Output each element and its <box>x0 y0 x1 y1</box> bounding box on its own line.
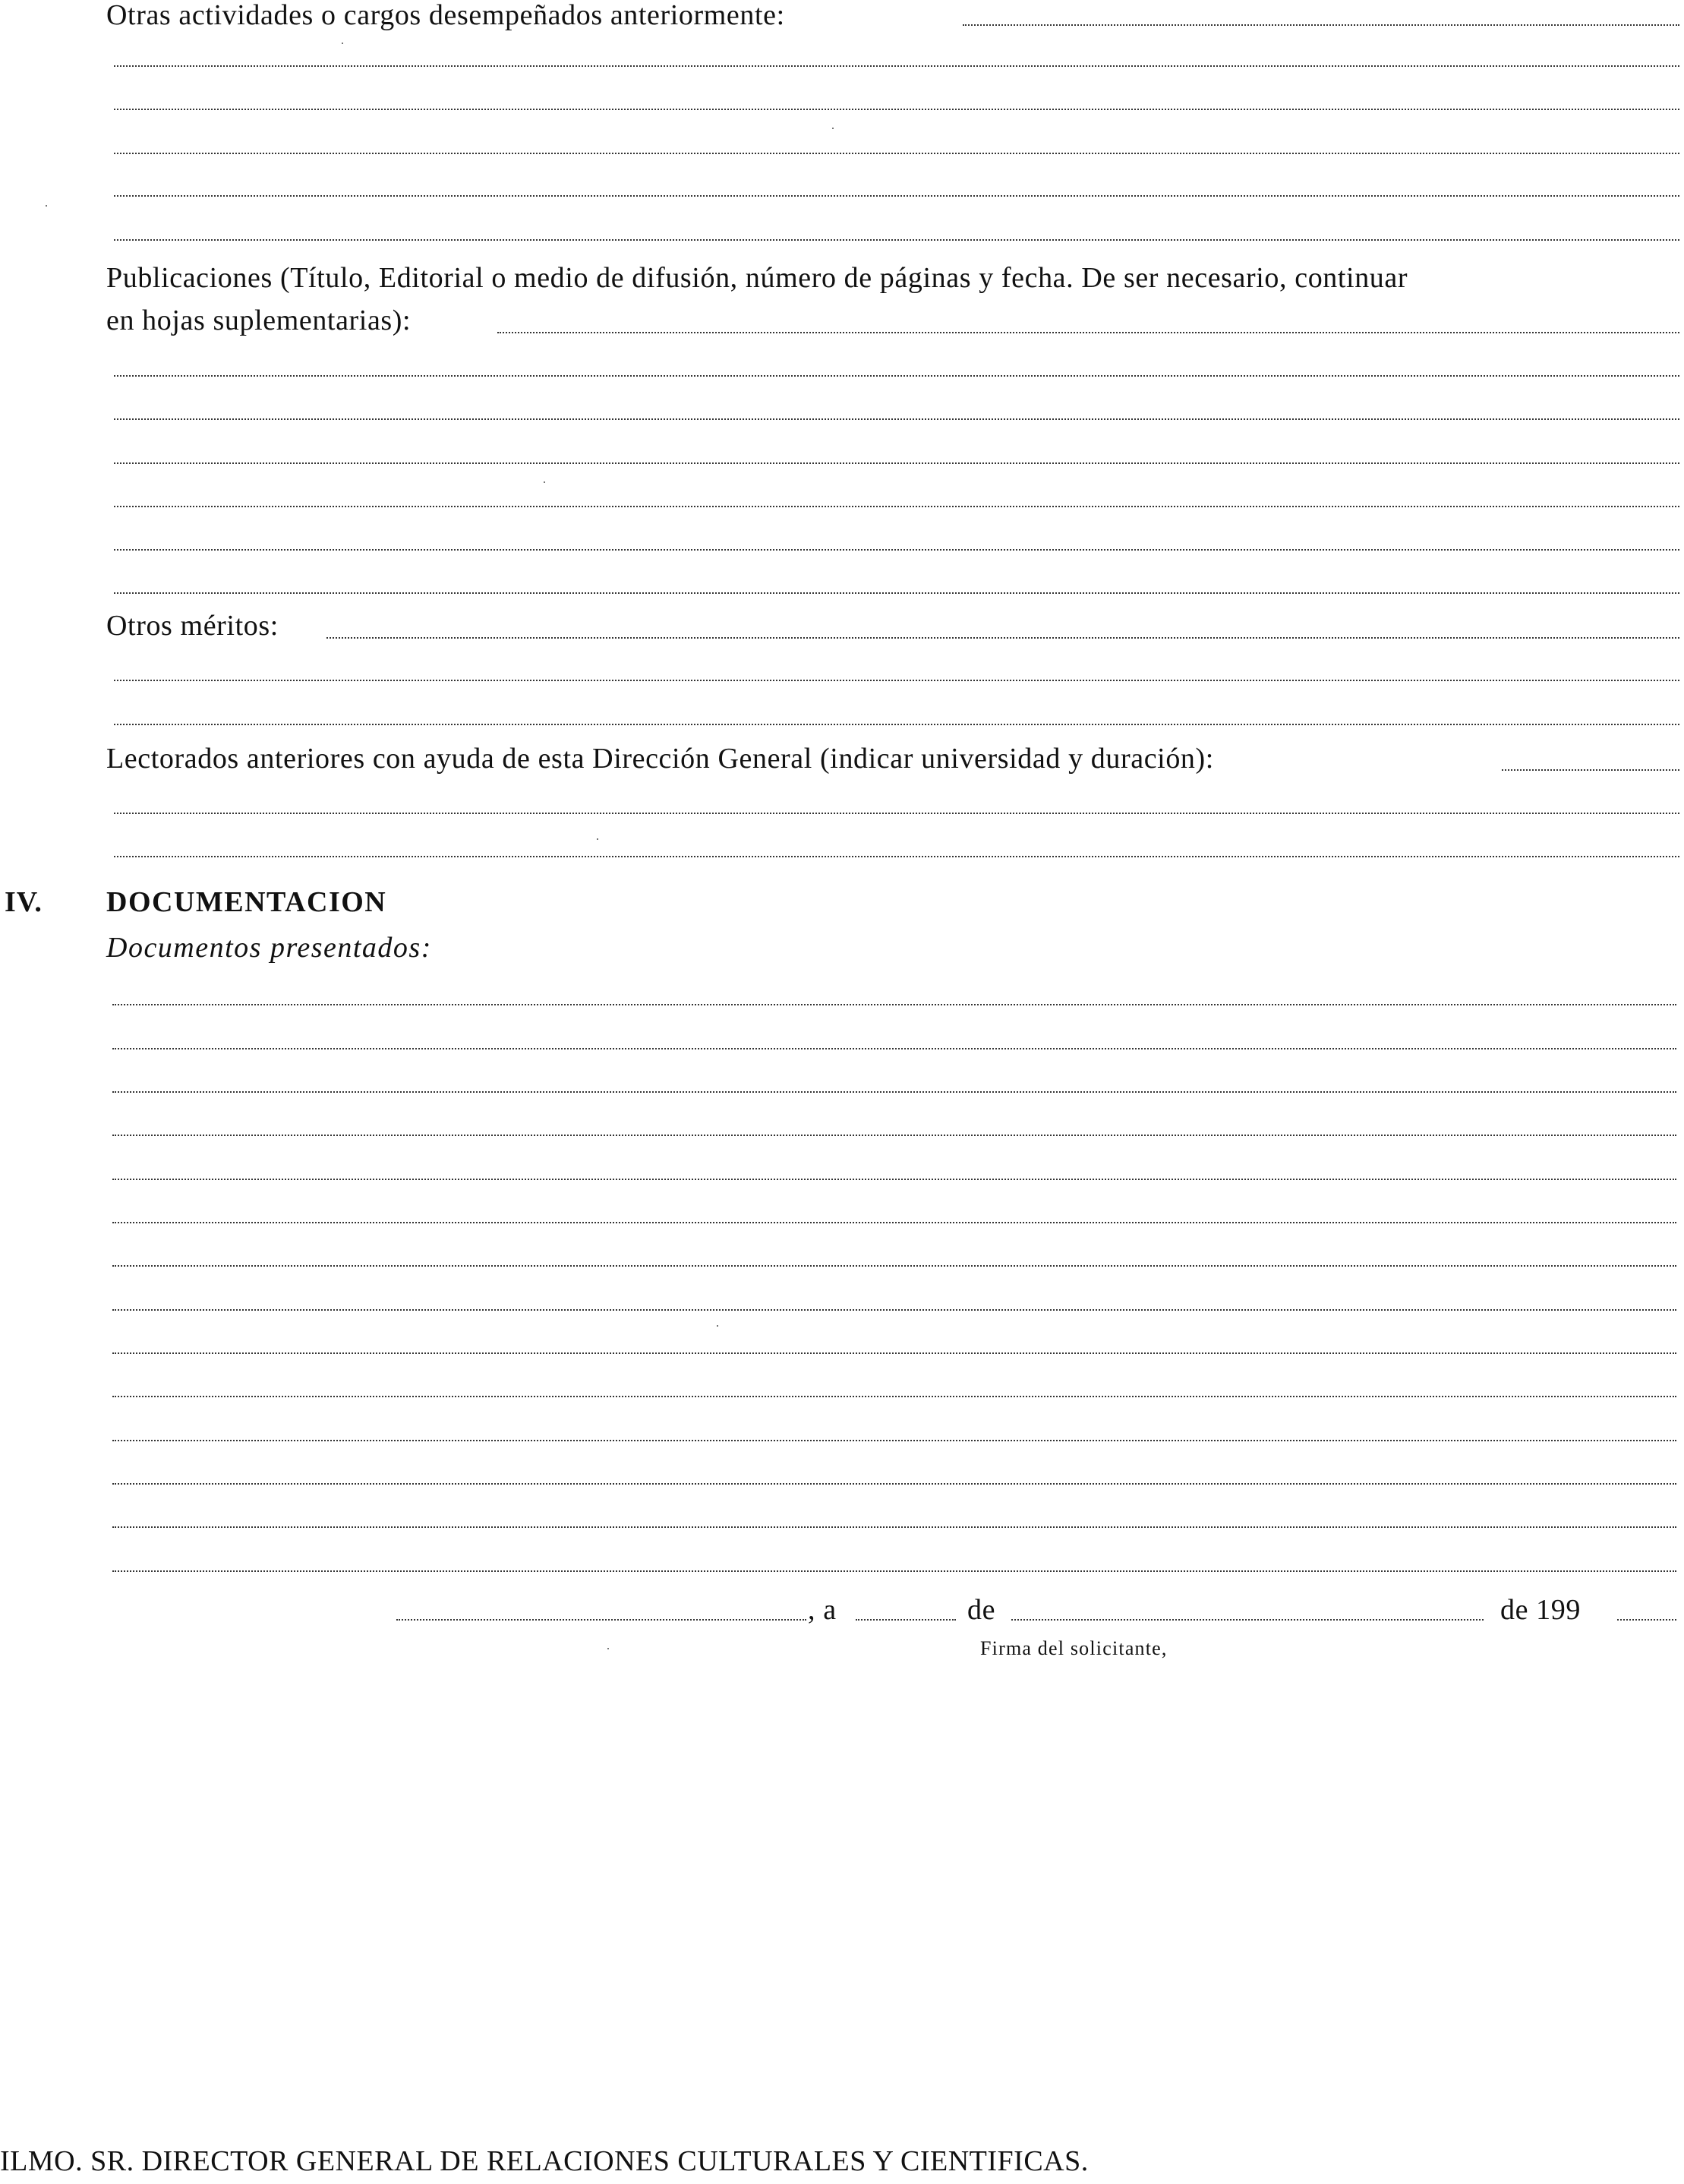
publicaciones-field-line[interactable] <box>114 418 1679 420</box>
day-field-line[interactable] <box>856 1619 956 1621</box>
scan-speck <box>342 43 343 44</box>
publicaciones-label-line1: Publicaciones (Título, Editorial o medio de difusión, número de páginas y fecha. De ser necesario, continuar <box>106 262 1408 294</box>
year-field-line[interactable] <box>1617 1619 1676 1621</box>
publicaciones-field-line[interactable] <box>114 375 1679 377</box>
scan-speck <box>597 838 598 840</box>
lectorados-label: Lectorados anteriores con ayuda de esta Dirección General (indicar universidad y duración): <box>106 743 1214 775</box>
publicaciones-field-line[interactable] <box>497 332 1679 333</box>
lectorados-field-line[interactable] <box>114 813 1679 814</box>
documento-field-line[interactable] <box>112 1004 1676 1005</box>
documento-field-line[interactable] <box>112 1309 1676 1311</box>
documento-field-line[interactable] <box>112 1352 1676 1354</box>
documento-field-line[interactable] <box>112 1526 1676 1528</box>
publicaciones-field-line[interactable] <box>114 462 1679 464</box>
documento-field-line[interactable] <box>112 1179 1676 1180</box>
scan-speck <box>832 128 834 129</box>
otros-meritos-field-line[interactable] <box>326 637 1679 639</box>
otros-meritos-field-line[interactable] <box>114 724 1679 725</box>
publicaciones-field-line[interactable] <box>114 592 1679 594</box>
year-prefix-text: de 199 <box>1500 1594 1581 1626</box>
scan-speck <box>544 481 545 483</box>
otros-meritos-label: Otros méritos: <box>106 610 279 642</box>
publicaciones-field-line[interactable] <box>114 549 1679 551</box>
documento-field-line[interactable] <box>112 1265 1676 1267</box>
documento-field-line[interactable] <box>112 1048 1676 1049</box>
lectorados-field-line[interactable] <box>114 856 1679 857</box>
scan-speck <box>717 1325 718 1327</box>
otras-actividades-field-line[interactable] <box>114 153 1679 154</box>
documento-field-line[interactable] <box>112 1091 1676 1093</box>
section-number: IV. <box>5 886 43 918</box>
otras-actividades-field-line[interactable] <box>963 24 1679 26</box>
documento-field-line[interactable] <box>112 1396 1676 1397</box>
otras-actividades-field-line[interactable] <box>114 195 1679 197</box>
publicaciones-field-line[interactable] <box>114 506 1679 507</box>
addressee-footer: ILMO. SR. DIRECTOR GENERAL DE RELACIONES CULTURALES Y CIENTIFICAS. <box>0 2145 1089 2177</box>
documento-field-line[interactable] <box>112 1570 1676 1572</box>
signature-caption: Firma del solicitante, <box>980 1637 1168 1659</box>
documentos-presentados-label: Documentos presentados: <box>106 932 432 964</box>
documento-field-line[interactable] <box>112 1440 1676 1441</box>
month-field-line[interactable] <box>1011 1619 1484 1621</box>
comma-a-text: , a <box>808 1594 837 1626</box>
otras-actividades-label: Otras actividades o cargos desempeñados anteriormente: <box>106 0 785 31</box>
otros-meritos-field-line[interactable] <box>114 680 1679 681</box>
de-text: de <box>967 1594 996 1626</box>
documento-field-line[interactable] <box>112 1135 1676 1136</box>
place-field-line[interactable] <box>396 1619 806 1621</box>
publicaciones-label-line2: en hojas suplementarias): <box>106 305 412 336</box>
scan-speck <box>46 205 47 207</box>
scan-speck <box>607 1648 609 1649</box>
documento-field-line[interactable] <box>112 1483 1676 1485</box>
otras-actividades-field-line[interactable] <box>114 109 1679 110</box>
otras-actividades-field-line[interactable] <box>114 239 1679 241</box>
section-title: DOCUMENTACION <box>106 886 387 918</box>
documento-field-line[interactable] <box>112 1222 1676 1223</box>
lectorados-field-line[interactable] <box>1502 769 1679 771</box>
otras-actividades-field-line[interactable] <box>114 65 1679 67</box>
